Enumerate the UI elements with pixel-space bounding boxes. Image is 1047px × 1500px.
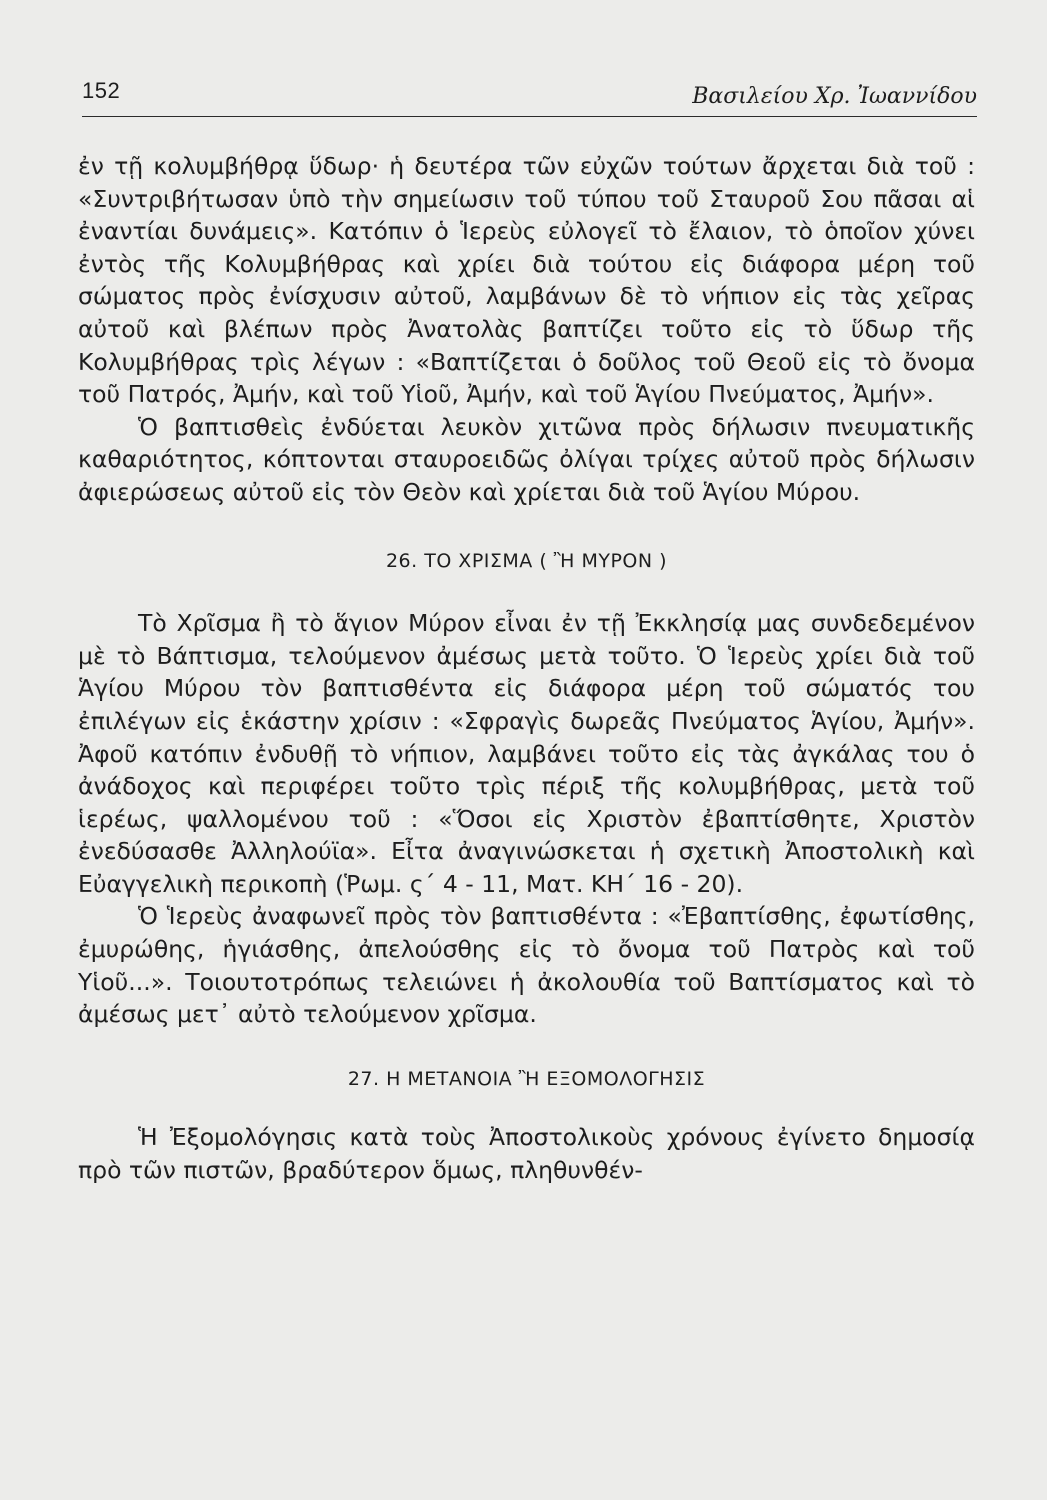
body-text [78, 150, 975, 1187]
paragraph-confession: Ἡ Ἐξομολόγησις κατὰ τοὺς Ἀποστολικοὺς χρόνους ἐγίνετο δημοσίᾳ πρὸ τῶν πιστῶν, βραδύτερον ὅμως, πληθυνθέν- [78, 1123, 975, 1185]
paragraph-baptism-continued: ἐν τῇ κολυμβήθρᾳ ὕδωρ· ἡ δευτέρα τῶν εὐχῶν τούτων ἄρχεται διὰ τοῦ : «Συντριβήτωσαν ὑπὸ τὴν σημείωσιν τοῦ τύπου τοῦ Σταυροῦ Σου πᾶσαι αἱ ἐναντίαι δυνάμεις». Κατόπιν ὁ Ἱερεὺς εὐλογεῖ τὸ ἔλαιον, τὸ ὁποῖον χύνει ἐντὸς τῆς Κολυμβήθρας καὶ χρίει διὰ τούτου εἰς διάφορα μέρη τοῦ σώματος πρὸς ἐνίσχυσιν αὐτοῦ, λαμβάνων δὲ τὸ νήπιον εἰς τὰς χεῖρας αὐτοῦ καὶ βλέπων πρὸς Ἀνατολὰς βαπτίζει τοῦτο εἰς τὸ ὕδωρ τῆς Κολυμβήθρας τρὶς λέγων : «Βαπτίζεται ὁ δοῦλος τοῦ Θεοῦ εἰς τὸ ὄνομα τοῦ Πατρός, Ἀμήν, καὶ τοῦ Υἱοῦ, Ἀμήν, καὶ τοῦ Ἁγίου Πνεύματος, Ἀμήν». [78, 152, 975, 409]
paragraph-chrism: Τὸ Χρῖσμα ἢ τὸ ἅγιον Μύρον εἶναι ἐν τῇ Ἐκκλησίᾳ μας συνδεδεμένον μὲ τὸ Βάπτισμα, τελούμενον ἀμέσως μετὰ τοῦτο. Ὁ Ἱερεὺς χρίει διὰ τοῦ Ἁγίου Μύρου τὸν βαπτισθέντα εἰς διάφορα μέρη τοῦ σώματός του ἐπιλέγων εἰς ἑκάστην χρίσιν : «Σφραγὶς δωρεᾶς Πνεύματος Ἁγίου, Ἀμήν». Ἀφοῦ κατόπιν ἐνδυθῇ τὸ νήπιον, λαμβάνει τοῦτο εἰς τὰς ἀγκάλας του ὁ ἀνάδοχος καὶ περιφέρει τοῦτο τρὶς πέριξ τῆς κολυμβήθρας, μετὰ τοῦ ἱερέως, ψαλλομένου τοῦ : «Ὅσοι εἰς Χριστὸν ἐβαπτίσθητε, Χριστὸν ἐνεδύσασθε Ἀλληλούϊα». Εἶτα ἀναγινώσκεται ἡ σχετικὴ Ἀποστολικὴ καὶ Εὐαγγελικὴ περικοπὴ (Ῥωμ. ς΄ 4 - 11, Ματ. ΚΗ΄ 16 - 20). [78, 609, 975, 898]
page-header [82, 74, 977, 117]
paragraph-priest-exclaims: Ὁ Ἱερεὺς ἀναφωνεῖ πρὸς τὸν βαπτισθέντα : «Ἐβαπτίσθης, ἐφωτίσθης, ἐμυρώθης, ἡγιάσθης, ἀπελούσθης εἰς τὸ ὄνομα τοῦ Πατρὸς καὶ τοῦ Υἱοῦ...». Τοιουτοτρόπως τελειώνει ἡ ἀκολουθία τοῦ Βαπτίσματος καὶ τὸ ἀμέσως μετ᾽ αὐτὸ τελούμενον χρῖσμα. [78, 902, 975, 1029]
running-head: Βασιλείου Χρ. Ἰωαννίδου [692, 84, 977, 109]
paragraph-baptized-garment: Ὁ βαπτισθεὶς ἐνδύεται λευκὸν χιτῶνα πρὸς δήλωσιν πνευματικῆς καθαριότητος, κόπτονται σταυροειδῶς ὀλίγαι τρίχες αὐτοῦ πρὸς δήλωσιν ἀφιερώσεως αὐτοῦ εἰς τὸν Θεὸν καὶ χρίεται διὰ τοῦ Ἁγίου Μύρου. [78, 412, 975, 506]
page-number: 152 [82, 78, 121, 103]
section-heading-chrism: 26. ΤΟ ΧΡΙΣΜΑ ( Ἢ ΜΥΡΟΝ ) [385, 549, 668, 572]
section-heading-confession: 27. Η ΜΕΤΑΝΟΙΑ Ἢ ΕΞΟΜΟΛΟΓΗΣΙΣ [347, 1067, 706, 1090]
